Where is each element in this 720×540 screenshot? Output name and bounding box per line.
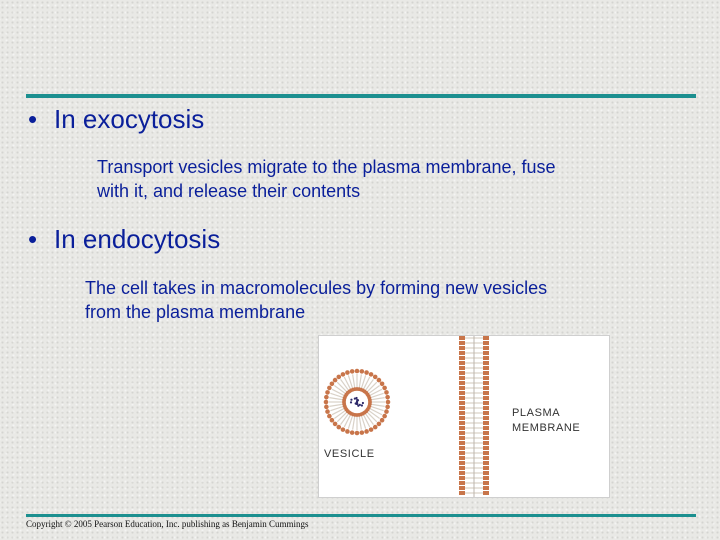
description-line: Transport vesicles migrate to the plasma membrane, fuse [97,157,556,177]
bullet-heading: In endocytosis [54,224,221,254]
vesicle-drawing [324,369,391,436]
bullet-glyph: • [28,224,38,254]
description-line: from the plasma membrane [85,302,306,322]
description-line: The cell takes in macromolecules by forming new vesicles [85,278,548,298]
description-line: with it, and release their contents [97,181,361,201]
top-rule [26,94,696,98]
bullet-glyph: • [28,104,38,134]
vesicle-label: VESICLE [324,448,375,460]
membrane-vesicle-figure [318,335,610,498]
bottom-rule [26,514,696,517]
bullet-heading: In exocytosis [54,104,205,134]
endocytosis-description [85,276,547,324]
plasma-membrane-label: PLASMA MEMBRANE [512,407,581,434]
bullet-exocytosis [28,104,204,135]
copyright-notice: Copyright © 2005 Pearson Education, Inc. publishing as Benjamin Cummings [26,519,309,529]
bullet-endocytosis [28,224,220,255]
exocytosis-description [97,155,556,203]
plasma-membrane-drawing [459,336,489,497]
